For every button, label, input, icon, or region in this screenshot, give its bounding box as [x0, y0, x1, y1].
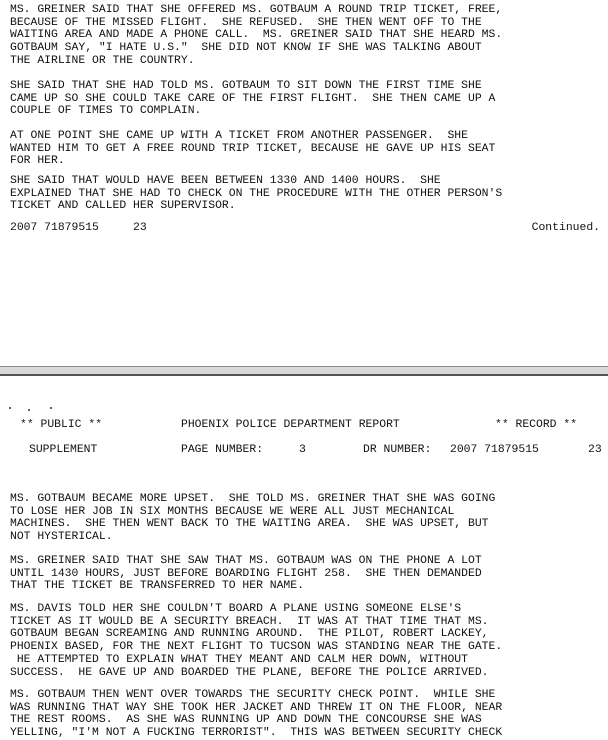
paragraph-2: SHE SAID THAT SHE HAD TOLD MS. GOTBAUM TO SIT DOWN THE FIRST TIME SHE CAME UP SO SHE COULD TAKE CARE OF THE FIRST FLIGHT. SHE THEN CAME UP A COUPLE OF TIMES TO COMPLAIN.	[10, 80, 496, 118]
scan-speck	[28, 409, 30, 411]
scan-speck	[50, 407, 52, 409]
paragraph-4: SHE SAID THAT WOULD HAVE BEEN BETWEEN 1330 AND 1400 HOURS. SHE EXPLAINED THAT SHE HAD TO CHECK ON THE PROCEDURE WITH THE OTHER PERSON'S TICKET AND CALLED HER SUPERVISOR.	[10, 175, 503, 213]
scan-speck	[9, 407, 11, 409]
paragraph-8: MS. GOTBAUM THEN WENT OVER TOWARDS THE SECURITY CHECK POINT. WHILE SHE WAS RUNNING THAT WAY SHE TOOK HER JACKET AND THREW IT ON THE FLOOR, NEAR THE REST ROOMS. AS SHE WAS RUNNING UP AND DOWN THE CONCOURSE SHE WAS YELLING, "I'M NOT A FUCKING TERRORIST". THIS WAS BETWEEN SECURITY CHECK	[10, 689, 503, 740]
paragraph-6: MS. GREINER SAID THAT SHE SAW THAT MS. GOTBAUM WAS ON THE PHONE A LOT UNTIL 1430 HOURS, JUST BEFORE BOARDING FLIGHT 258. SHE THEN DEMANDED THAT THE TICKET BE TRANSFERRED TO HER NAME.	[10, 555, 482, 593]
header-record-label: ** RECORD **	[495, 419, 578, 431]
paragraph-7: MS. DAVIS TOLD HER SHE COULDN'T BOARD A PLANE USING SOMEONE ELSE'S TICKET AS IT WOULD BE A SECURITY BREACH. IT WAS AT THAT TIME THAT MS. GOTBAUM BEGAN SCREAMING AND RUNNING AROUND. THE PILOT, ROBERT LACKEY, PHOENIX BASED, FOR THE NEXT FLIGHT TO TUCSON WAS STANDING NEAR THE GATE. HE ATTEMPTED TO EXPLAIN WHAT THEY MEANT AND CALM HER DOWN, WITHOUT SUCCESS. HE GAVE UP AND BOARDED THE PLANE, BEFORE THE POLICE ARRIVED.	[10, 603, 503, 679]
report-page-top	[0, 0, 608, 366]
footer-continued: Continued.	[531, 222, 600, 234]
paragraph-1: MS. GREINER SAID THAT SHE OFFERED MS. GOTBAUM A ROUND TRIP TICKET, FREE, BECAUSE OF THE MISSED FLIGHT. SHE REFUSED. SHE THEN WENT OFF TO THE WAITING AREA AND MADE A PHONE CALL. MS. GREINER SAID THAT SHE HEARD MS. GOTBAUM SAY, "I HATE U.S." SHE DID NOT KNOW IF SHE WAS TALKING ABOUT THE AIRLINE OR THE COUNTRY.	[10, 4, 503, 67]
header-page-suffix: 23	[588, 444, 602, 456]
header-page-number-label: PAGE NUMBER:	[181, 444, 264, 456]
header-dr-number-value: 2007 71879515	[450, 444, 539, 456]
header-page-number-value: 3	[299, 444, 306, 456]
report-page-bottom	[0, 376, 608, 740]
paragraph-3: AT ONE POINT SHE CAME UP WITH A TICKET FROM ANOTHER PASSENGER. SHE WANTED HIM TO GET A FREE ROUND TRIP TICKET, BECAUSE HE GAVE UP HIS SEAT FOR HER.	[10, 130, 496, 168]
page-break-divider	[0, 366, 608, 376]
paragraph-5: MS. GOTBAUM BECAME MORE UPSET. SHE TOLD MS. GREINER THAT SHE WAS GOING TO LOSE HER JOB IN SIX MONTHS BECAUSE WE WERE ALL JUST MECHANICAL MACHINES. SHE THEN WENT BACK TO THE WAITING AREA. SHE WAS UPSET, BUT NOT HYSTERICAL.	[10, 493, 496, 544]
header-public-label: ** PUBLIC **	[20, 419, 103, 431]
header-dr-number-label: DR NUMBER:	[363, 444, 432, 456]
footer-report-number: 2007 71879515 23	[10, 222, 147, 234]
header-report-title: PHOENIX POLICE DEPARTMENT REPORT	[181, 419, 400, 431]
header-supplement: SUPPLEMENT	[29, 444, 98, 456]
